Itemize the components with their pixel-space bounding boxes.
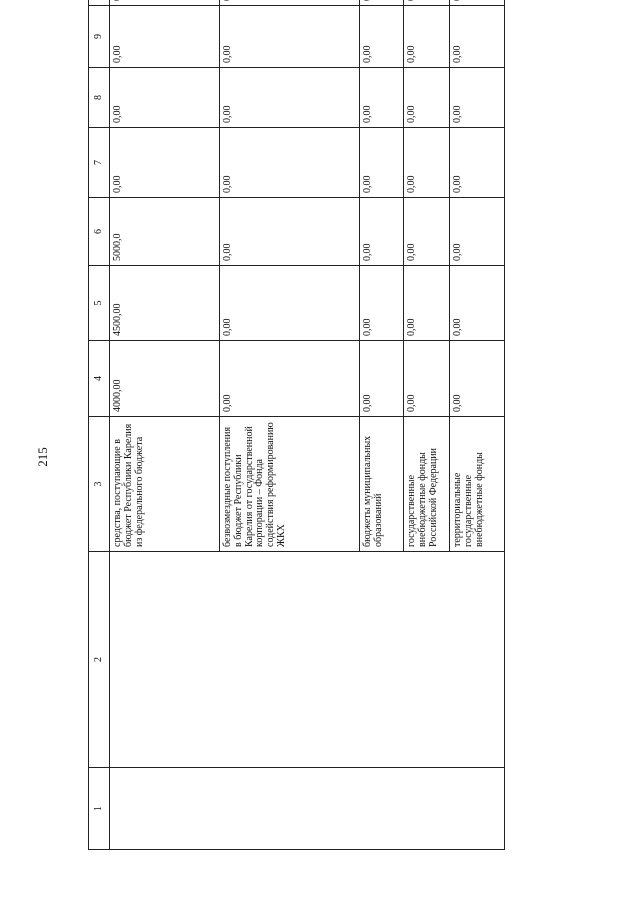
value-cell: 0,00 — [450, 68, 505, 128]
header-cell-9: 9 — [89, 6, 110, 68]
header-cell-1: 1 — [89, 768, 110, 850]
value-cell: 0,00 — [450, 128, 505, 198]
header-cell-2: 2 — [89, 552, 110, 768]
value-cell: 0,00 — [360, 341, 404, 417]
header-cell-3: 3 — [89, 417, 110, 552]
value-cell: 0,00 — [360, 6, 404, 68]
value-cell: 0,00 — [360, 128, 404, 198]
header-cell-4: 4 — [89, 341, 110, 417]
value-cell: 0,00 — [404, 68, 450, 128]
table-container — [88, 34, 505, 850]
value-cell: 0,00 — [110, 68, 220, 128]
header-cell-8: 8 — [89, 68, 110, 128]
rotated-table-frame — [88, 34, 505, 850]
value-cell: 0,00 — [220, 341, 360, 417]
header-cell-5: 5 — [89, 266, 110, 341]
source-cell: территориальные государственные внебюджетные фонды — [450, 417, 505, 552]
value-cell: 0,00 — [360, 266, 404, 341]
value-cell — [404, 0, 450, 6]
value-cell: 0,00 — [360, 68, 404, 128]
header-row — [89, 0, 110, 850]
value-cell: 0,00 — [450, 198, 505, 266]
value-cell: 5000,0 — [110, 198, 220, 266]
source-cell: средства, поступающие в бюджет Республики Карелия из федерального бюджета — [110, 417, 220, 552]
value-cell: 0,00 — [404, 341, 450, 417]
value-cell — [360, 0, 404, 6]
value-cell: 0,00 — [404, 198, 450, 266]
value-cell: 4000,00 — [110, 341, 220, 417]
source-cell: безвозмездные поступления в бюджет Республики Карелия от государственной корпорации – Фонда содействия реформированию ЖКХ — [220, 417, 360, 552]
value-cell: 0,00 — [220, 128, 360, 198]
budget-table — [88, 0, 505, 850]
value-cell — [220, 0, 360, 6]
value-cell: 0,00 — [220, 68, 360, 128]
value-cell: 0,00 — [360, 198, 404, 266]
header-cell-10 — [89, 0, 110, 6]
value-cell: 4500,00 — [110, 266, 220, 341]
value-cell: 0,00 — [220, 6, 360, 68]
header-cell-7: 7 — [89, 128, 110, 198]
page-number: 215 — [35, 447, 50, 467]
value-cell — [110, 0, 220, 6]
value-cell: 0,00 — [404, 266, 450, 341]
source-cell: бюджеты муниципальных образований — [360, 417, 404, 552]
value-cell: 0,00 — [450, 266, 505, 341]
value-cell: 0,00 — [404, 128, 450, 198]
column-1-cell — [110, 768, 505, 850]
value-cell: 0,00 — [220, 198, 360, 266]
value-cell: 0,00 — [450, 6, 505, 68]
value-cell: 0,00 — [450, 341, 505, 417]
header-cell-6: 6 — [89, 198, 110, 266]
source-cell: государственные внебюджетные фонды Российской Федерации — [404, 417, 450, 552]
value-cell: 0,00 — [404, 6, 450, 68]
table-row — [110, 0, 220, 850]
value-cell: 0,00 — [110, 6, 220, 68]
value-cell — [450, 0, 505, 6]
value-cell: 0,00 — [220, 266, 360, 341]
column-2-cell — [110, 552, 505, 768]
value-cell: 0,00 — [110, 128, 220, 198]
